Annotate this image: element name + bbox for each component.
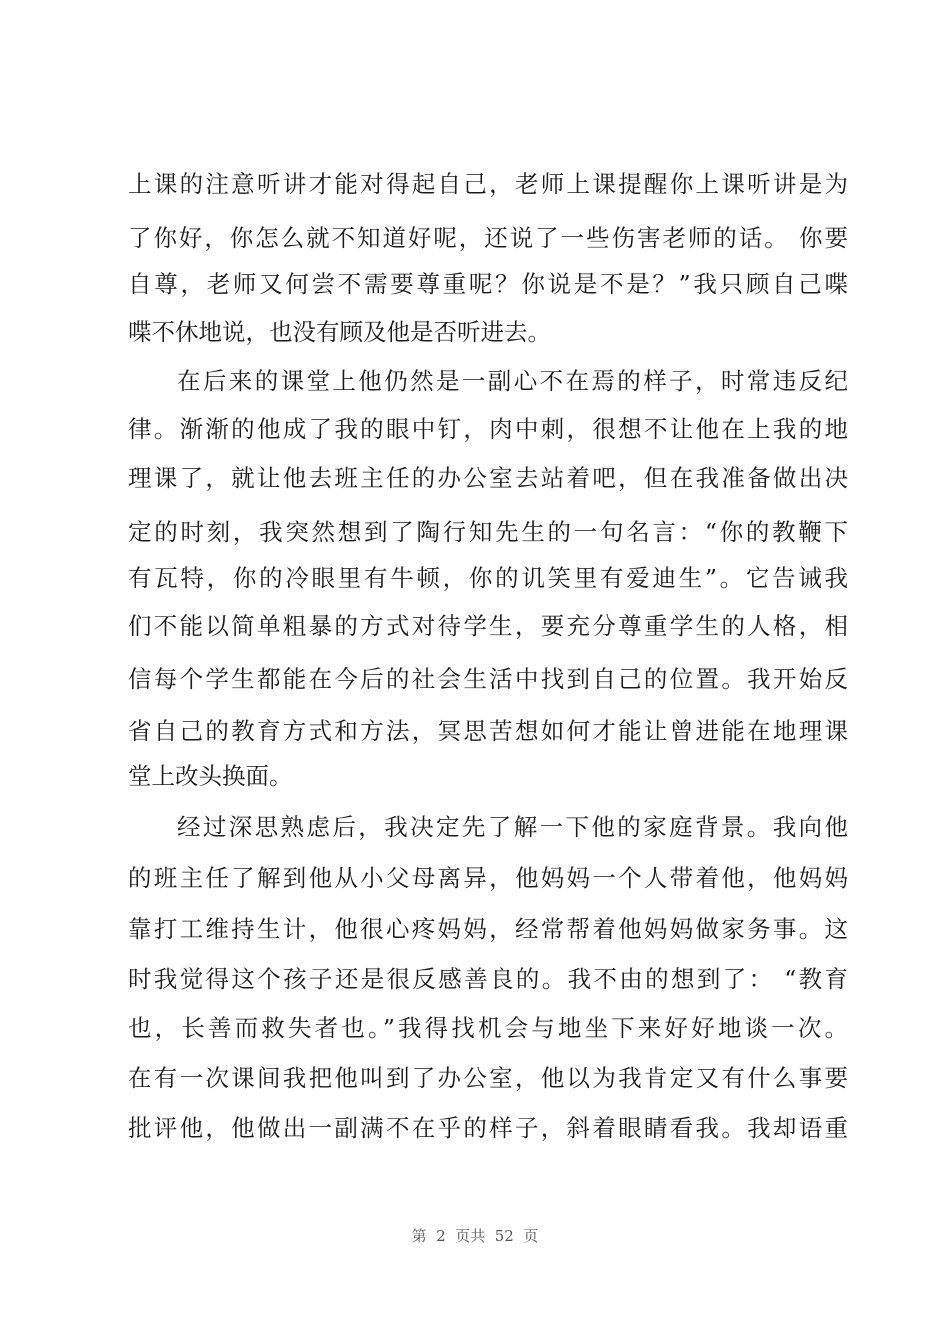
text-line: 堂上改头换面。 xyxy=(128,762,293,790)
text-line: 了你好，你怎么就不知道好呢，还说了一些伤害老师的话。 你要 xyxy=(128,224,848,252)
text-line: 在有一次课间我把他叫到了办公室，他以为我肯定又有什么事要 xyxy=(128,1064,848,1092)
text-line: 也，长善而救失者也。”我得找机会与地坐下来好好地谈一次。 xyxy=(128,1014,848,1042)
text-line: 定的时刻，我突然想到了陶行知先生的一句名言：“你的教鞭下 xyxy=(128,518,848,546)
page-footer xyxy=(0,1224,950,1248)
text-line: 的班主任了解到他从小父母离异，他妈妈一个人带着他，他妈妈 xyxy=(128,864,848,892)
text-line: 理课了，就让他去班主任的办公室去站着吧，但在我准备做出决 xyxy=(128,464,848,492)
text-line: 时我觉得这个孩子还是很反感善良的。我不由的想到了： “教育 xyxy=(128,965,848,993)
text-line: 经过深思熟虑后，我决定先了解一下他的家庭背景。我向他 xyxy=(177,813,848,841)
text-line: 律。渐渐的他成了我的眼中钉，肉中刺，很想不让他在上我的地 xyxy=(128,415,848,443)
text-line: 喋不休地说，也没有顾及他是否听进去。 xyxy=(128,318,551,346)
text-line: 有瓦特，你的冷眼里有牛顿，你的讥笑里有爱迪生”。它告诫我 xyxy=(128,564,848,592)
text-line: 信每个学生都能在今后的社会生活中找到自己的位置。我开始反 xyxy=(128,665,848,693)
text-line: 省自己的教育方式和方法，冥思苦想如何才能让曾进能在地理课 xyxy=(128,717,848,745)
text-line: 在后来的课堂上他仍然是一副心不在焉的样子，时常违反纪 xyxy=(177,367,848,395)
page-number: 第 2 页共 52 页 xyxy=(411,1227,539,1245)
text-line: 批评他，他做出一副满不在乎的样子，斜着眼睛看我。我却语重 xyxy=(128,1114,848,1142)
text-line: 靠打工维持生计，他很心疼妈妈，经常帮着他妈妈做家务事。这 xyxy=(128,915,848,943)
text-line: 们不能以简单粗暴的方式对待学生，要充分尊重学生的人格，相 xyxy=(128,612,848,640)
text-line: 自尊，老师又何尝不需要尊重呢？你说是不是？”我只顾自己喋 xyxy=(128,270,848,298)
text-line: 上课的注意听讲才能对得起自己，老师上课提醒你上课听讲是为 xyxy=(128,170,848,198)
